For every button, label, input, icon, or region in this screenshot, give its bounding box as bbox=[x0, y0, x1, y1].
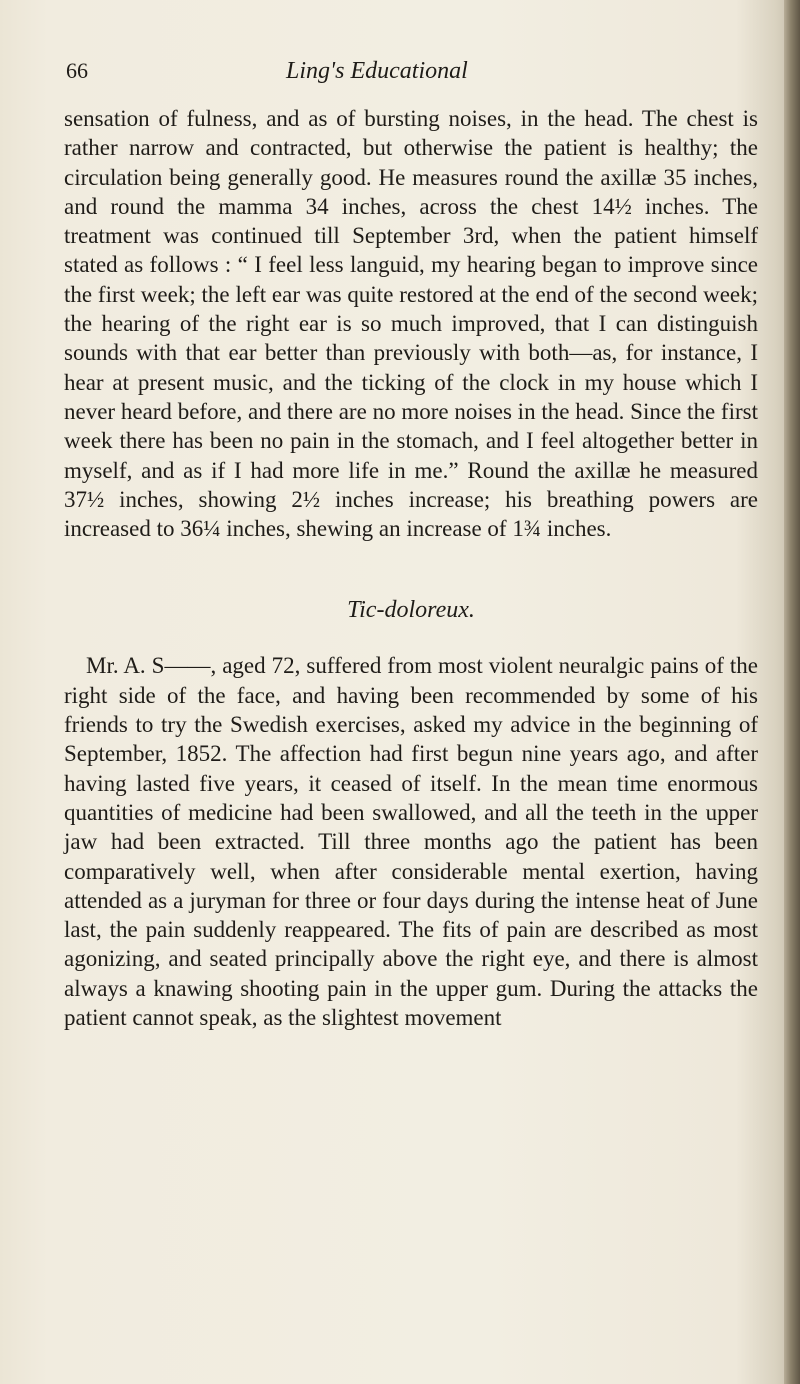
running-head: Ling's Educational bbox=[286, 58, 468, 84]
paragraph-case-report: Mr. A. S——, aged 72, suffered from most violent neuralgic pains of the right side of the face, and having been recommended by some of his friends to try the Swedish exercises, asked my advice in the beginning of September, 1852. The affection had first begun nine years ago, and after having lasted five years, it ceased of itself. In the mean time enormous quantities of medicine had been swallowed, and all the teeth in the upper jaw had been extracted. Till three months ago the patient has been comparatively well, when after considerable mental exertion, having attended as a juryman for three or four days during the intense heat of June last, the pain suddenly reappeared. The fits of pain are described as most agonizing, and seated principally above the right eye, and there is almost always a knawing shooting pain in the upper gum. During the attacks the patient cannot speak, as the slightest movement bbox=[64, 653, 758, 1031]
page-header bbox=[66, 58, 758, 98]
page-number: 66 bbox=[66, 58, 88, 83]
paragraph-continuation: sensation of fulness, and as of bursting noises, in the head. The chest is rather narrow and contracted, but otherwise the patient is healthy; the circulation being generally good. He measures round the axillæ 35 inches, and round the mamma 34 inches, across the chest 14½ inches. The treatment was continued till September 3rd, when the patient himself stated as follows : “ I feel less languid, my hearing began to improve since the first week; the left ear was quite restored at the end of the second week; the hearing of the right ear is so much improved, that I can distinguish sounds with that ear better than previously with both—as, for instance, I hear at present music, and the ticking of the clock in my house which I never heard before, and there are no more noises in the head. Since the first week there has been no pain in the stomach, and I feel altogether better in myself, and as if I had more life in me.” Round the axillæ he measured 37½ inches, showing 2½ inches increase; his breathing powers are increased to 36¼ inches, shewing an increase of 1¾ inches. bbox=[64, 106, 758, 542]
body-text bbox=[64, 104, 758, 1032]
section-heading: Tic-doloreux. bbox=[347, 597, 475, 624]
book-spine-shadow bbox=[784, 0, 800, 1384]
